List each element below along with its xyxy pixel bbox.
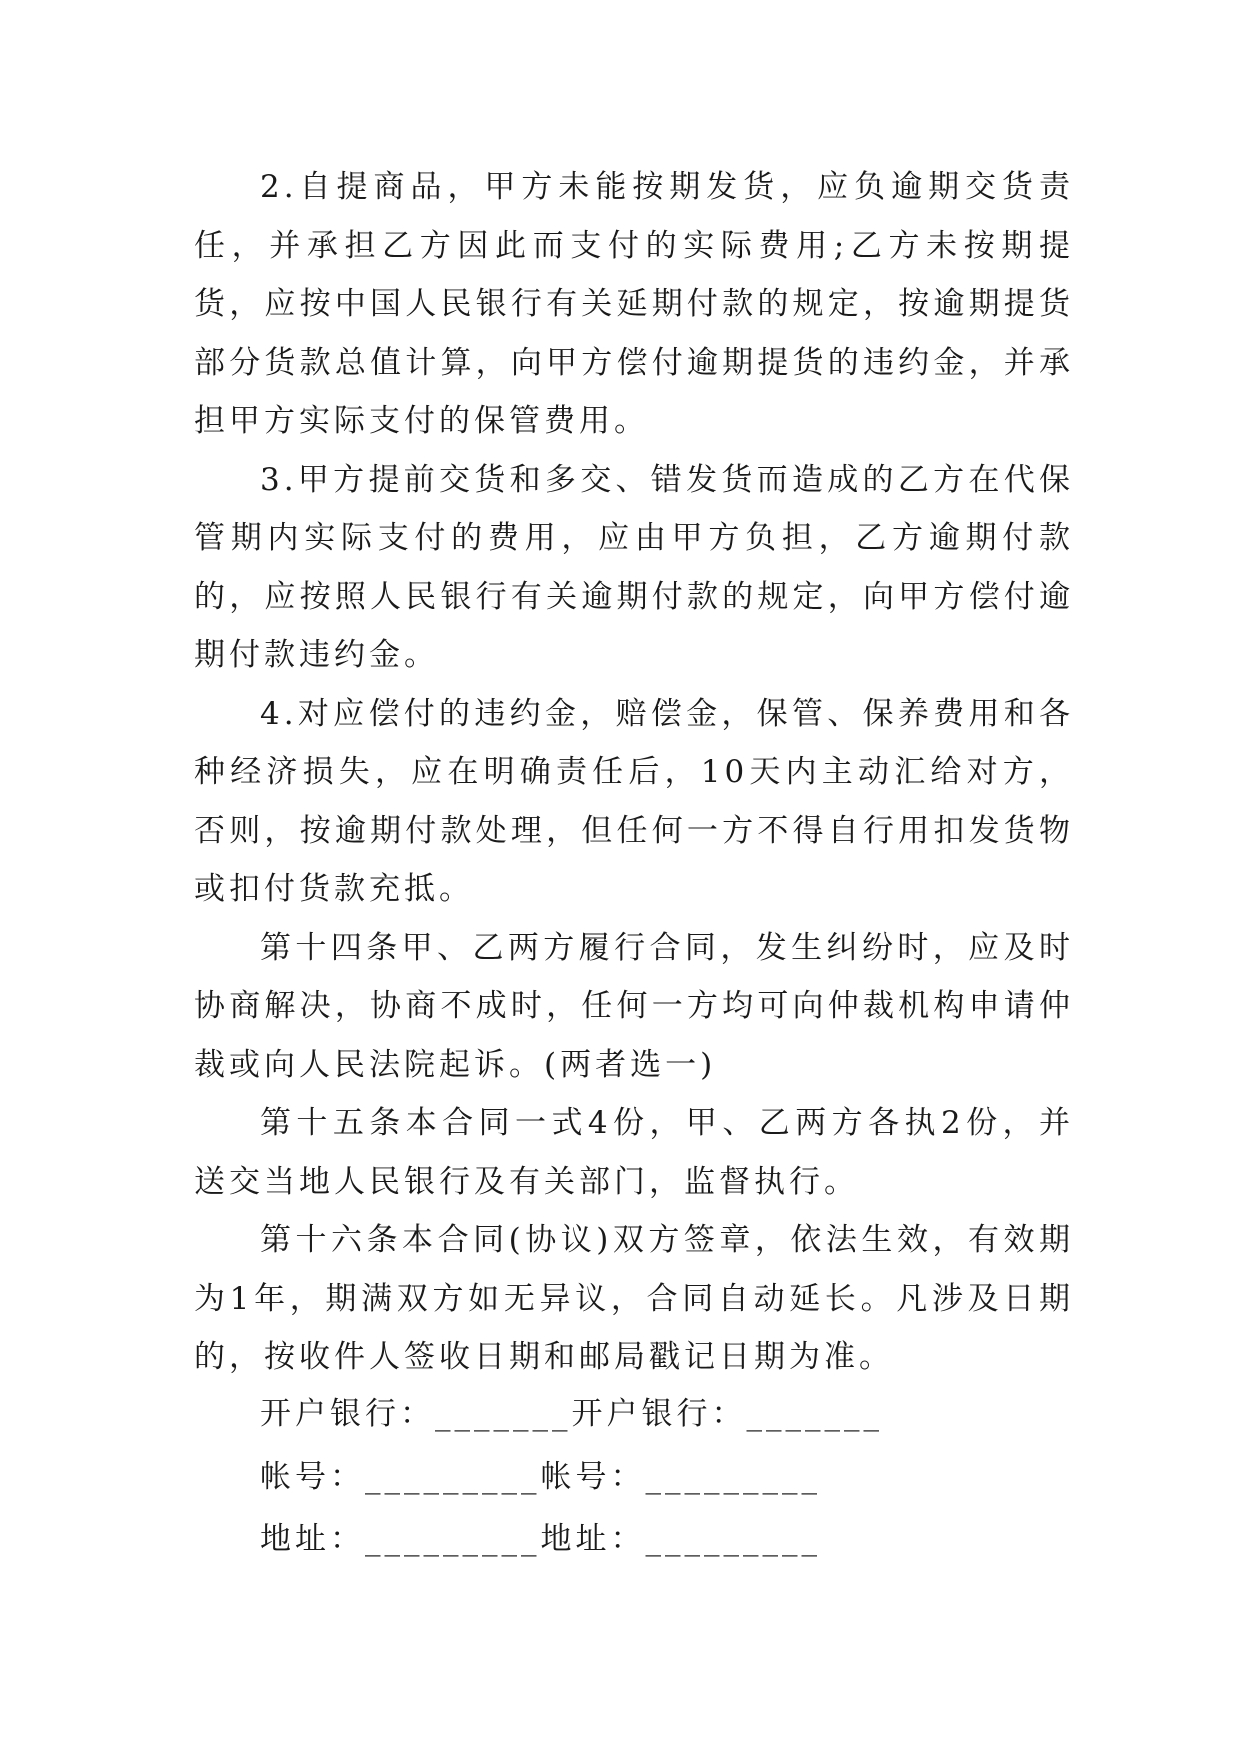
paragraph-early-delivery: 3.甲方提前交货和多交、错发货而造成的乙方在代保管期内实际支付的费用，应由甲方负担，乙方逾期付款的，应按照人民银行有关逾期付款的规定，向甲方偿付逾期付款违约金。 xyxy=(194,461,1074,673)
paragraph-self-pickup: 2.自提商品，甲方未能按期发货，应负逾期交货责任，并承担乙方因此而支付的实际费用;乙方未按期提货，应按中国人民银行有关延期付款的规定，按逾期提货部分货款总值计算，向甲方偿付逾期提货的违约金，并承担甲方实际支付的保管费用。 xyxy=(194,169,1074,439)
article-15-copies: 第十五条本合同一式4份，甲、乙两方各执2份，并送交当地人民银行及有关部门，监督执行。 xyxy=(194,1105,1074,1200)
account-field-row: 帐号：_________帐号：_________ xyxy=(260,1458,821,1495)
signature-fields xyxy=(260,1383,1060,1571)
bank-field-row: 开户银行：_______开户银行：_______ xyxy=(260,1396,883,1432)
article-14-dispute: 第十四条甲、乙两方履行合同，发生纠纷时，应及时协商解决，协商不成时，任何一方均可向仲裁机构申请仲裁或向人民法院起诉。(两者选一) xyxy=(194,929,1074,1083)
contract-text xyxy=(194,158,1074,1387)
article-16-effect: 第十六条本合同(协议)双方签章，依法生效，有效期为1年，期满双方如无异议，合同自动延长。凡涉及日期的，按收件人签收日期和邮局戳记日期为准。 xyxy=(194,1222,1074,1375)
paragraph-penalty-payment: 4.对应偿付的违约金，赔偿金，保管、保养费用和各种经济损失，应在明确责任后，10天内主动汇给对方，否则，按逾期付款处理，但任何一方不得自行用扣发货物或扣付货款充抵。 xyxy=(194,695,1074,907)
address-field-row: 地址：_________地址：_________ xyxy=(260,1521,821,1557)
